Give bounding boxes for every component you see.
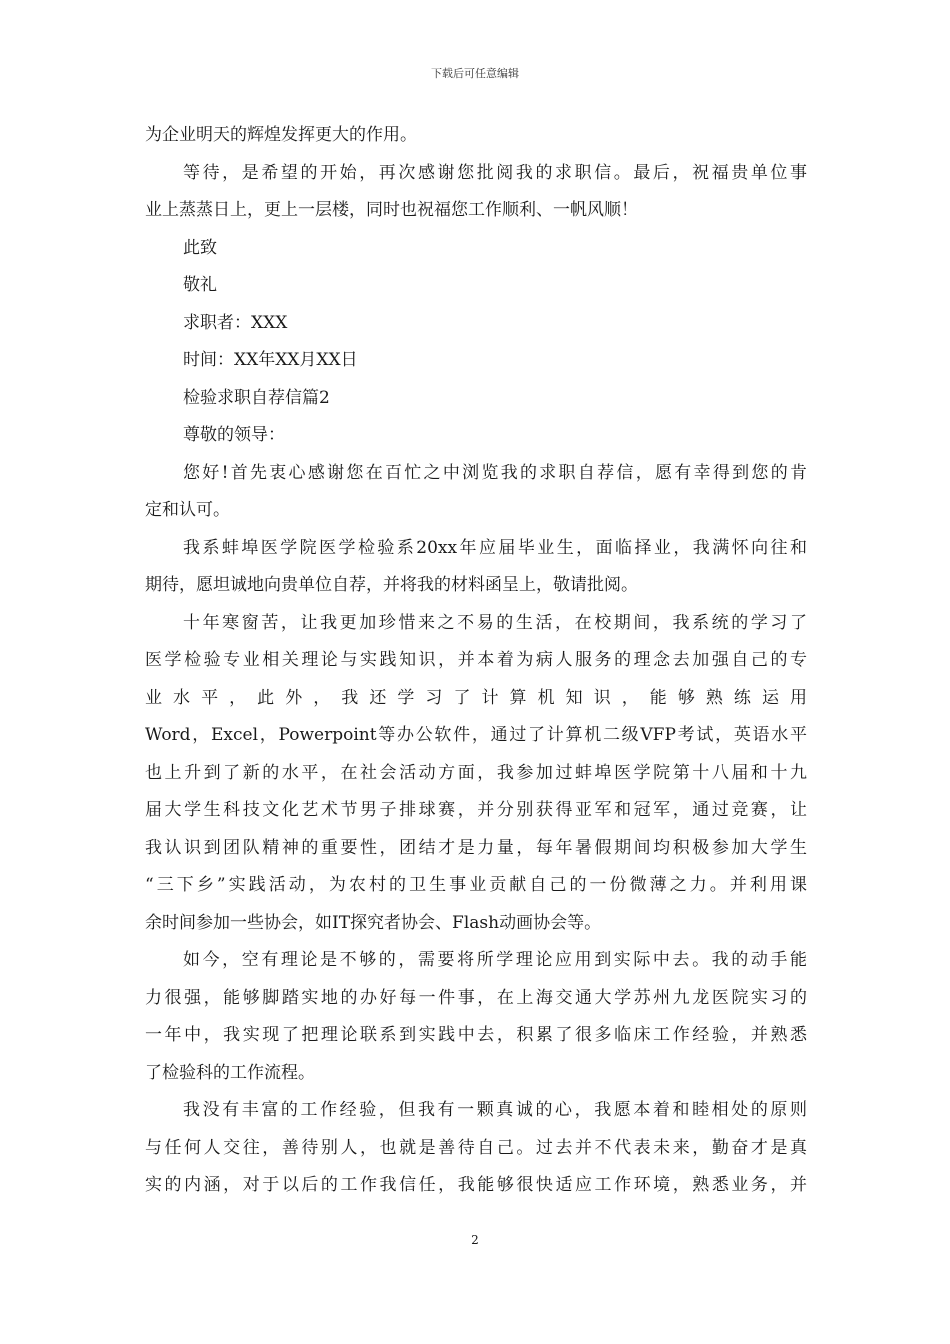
text-line: 业上蒸蒸日上，更上一层楼，同时也祝福您工作顺利、一帆风顺！ [145, 200, 638, 220]
text-line: 期待，愿坦诚地向贵单位自荐，并将我的材料函呈上，敬请批阅。 [145, 575, 638, 595]
text-line: 我系蚌埠医学院医学检验系20xx年应届毕业生，面临择业，我满怀向往和 [183, 537, 807, 558]
text-line: 您好!首先衷心感谢您在百忙之中浏览我的求职自荐信，愿有幸得到您的肯 [183, 462, 807, 483]
document-body [145, 117, 807, 1205]
text-line: Word，Excel，Powerpoint等办公软件，通过了计算机二级VFP考试，英语水平 [145, 725, 807, 745]
text-line: 为企业明天的辉煌发挥更大的作用。 [145, 125, 417, 145]
text-line: 一年中，我实现了把理论联系到实践中去，积累了很多临床工作经验，并熟悉 [145, 1025, 807, 1045]
text-line: 时间：XX年XX月XX日 [183, 350, 358, 370]
text-line: 如今，空有理论是不够的，需要将所学理论应用到实际中去。我的动手能 [183, 950, 807, 970]
text-line: “三下乡”实践活动，为农村的卫生事业贡献自己的一份微薄之力。并利用课 [145, 875, 807, 895]
salutation: 尊敬的领导： [183, 425, 285, 445]
text-line: 业 水 平 ， 此 外 ， 我 还 学 习 了 计 算 机 知 识 ， 能 够 熟 练 运 用 [145, 687, 807, 708]
text-line: 等待，是希望的开始，再次感谢您批阅我的求职信。最后，祝福贵单位事 [183, 162, 807, 183]
text-line: 我没有丰富的工作经验，但我有一颗真诚的心，我愿本着和睦相处的原则 [183, 1100, 807, 1120]
text-line: 敬礼 [183, 275, 217, 295]
text-line: 医学检验专业相关理论与实践知识，并本着为病人服务的理念去加强自己的专 [145, 650, 807, 670]
text-line: 余时间参加一些协会，如IT探究者协会、Flash动画协会等。 [145, 912, 602, 933]
text-line: 求职者：XXX [183, 312, 288, 333]
text-line: 了检验科的工作流程。 [145, 1062, 315, 1083]
text-line: 实的内涵，对于以后的工作我信任，我能够很快适应工作环境，熟悉业务，并 [145, 1175, 807, 1195]
text-line: 定和认可。 [145, 500, 230, 520]
text-line: 力很强，能够脚踏实地的办好每一件事，在上海交通大学苏州九龙医院实习的 [145, 987, 807, 1008]
text-line: 此致 [183, 237, 217, 258]
text-line: 我认识到团队精神的重要性，团结才是力量，每年暑假期间均积极参加大学生 [145, 837, 807, 858]
section-title: 检验求职自荐信篇2 [183, 387, 330, 408]
page-header: 下载后可任意编辑 [431, 67, 519, 80]
text-line: 与任何人交往，善待别人，也就是善待自己。过去并不代表未来，勤奋才是真 [145, 1137, 807, 1158]
text-line: 届大学生科技文化艺术节男子排球赛，并分别获得亚军和冠军，通过竞赛，让 [145, 800, 807, 820]
page-number: 2 [471, 1233, 479, 1247]
text-line: 也上升到了新的水平，在社会活动方面，我参加过蚌埠医学院第十八届和十九 [145, 762, 807, 783]
text-line: 十年寒窗苦，让我更加珍惜来之不易的生活，在校期间，我系统的学习了 [183, 612, 807, 633]
